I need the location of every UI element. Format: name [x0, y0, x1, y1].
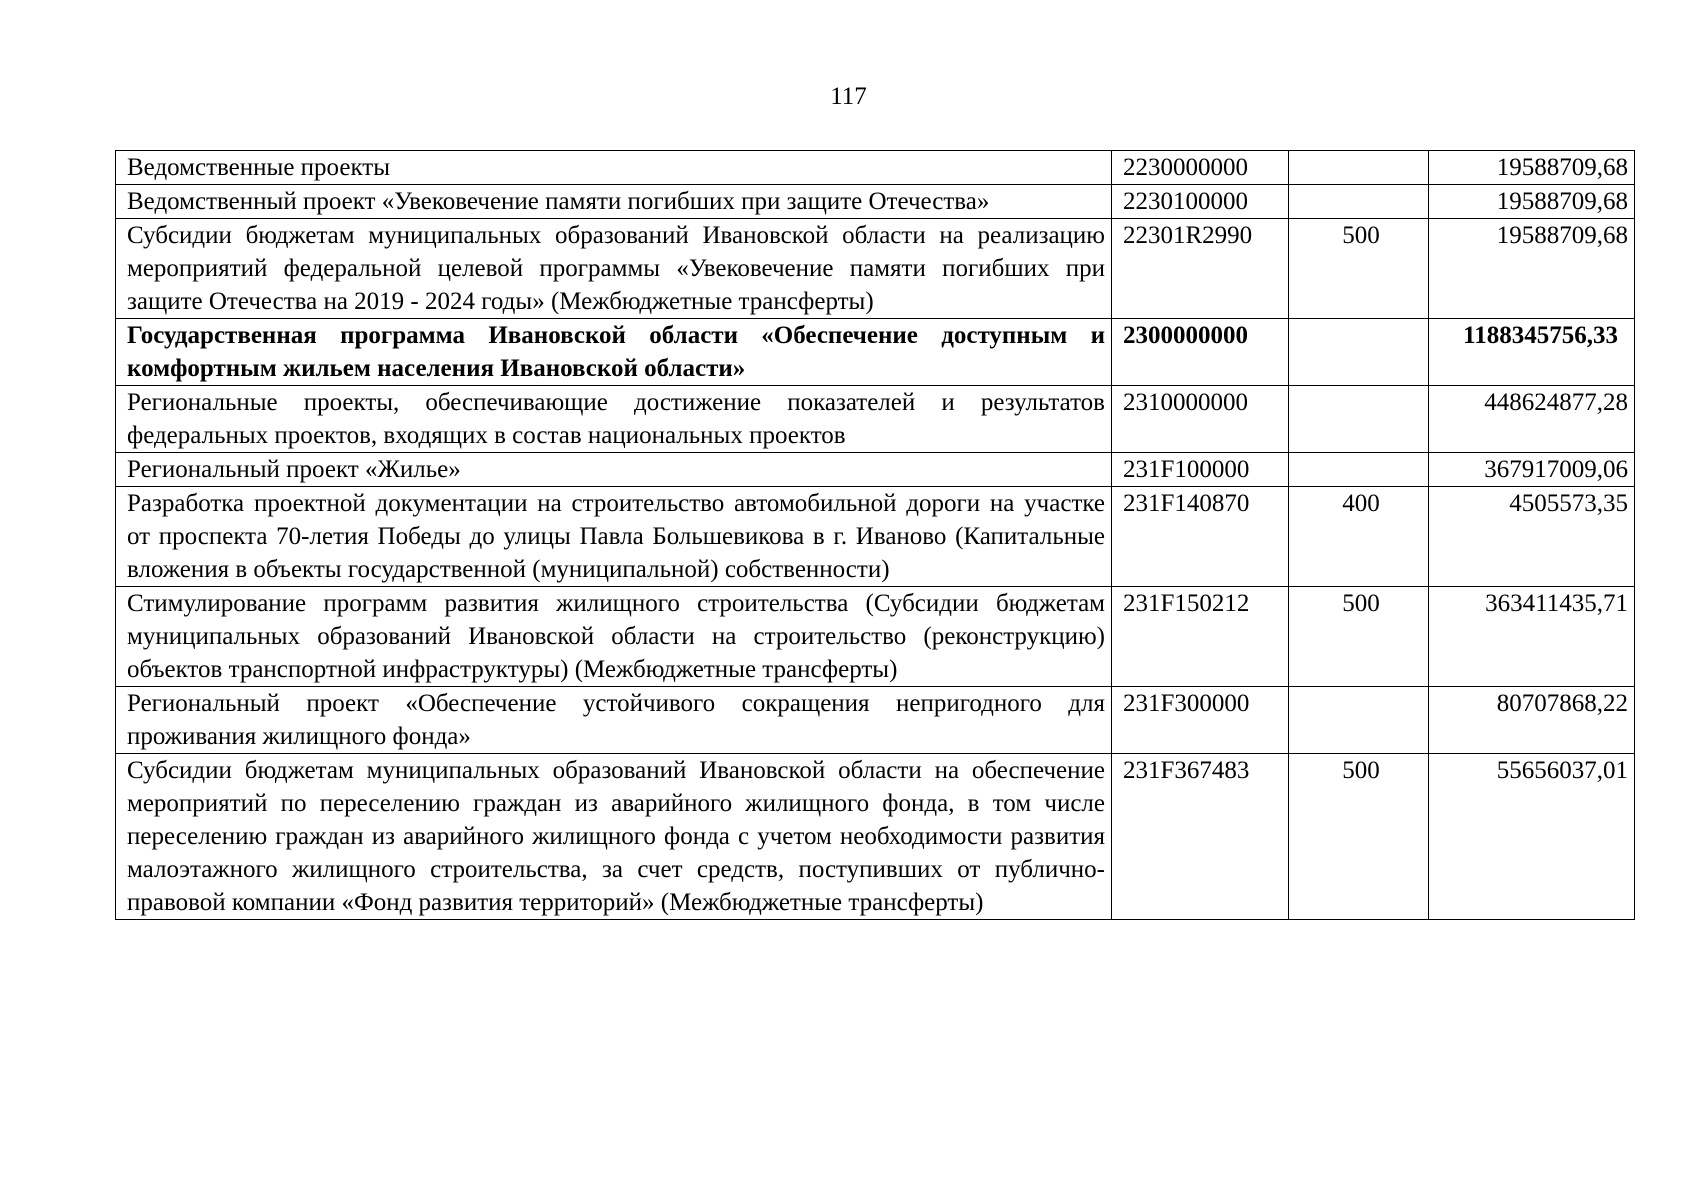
row-code: 2300000000 [1112, 319, 1289, 386]
row-code: 231F150212 [1112, 587, 1289, 687]
row-expense-type [1289, 453, 1429, 487]
table-row [116, 151, 1635, 185]
row-code: 231F367483 [1112, 754, 1289, 920]
row-code: 22301R2990 [1112, 219, 1289, 319]
row-expense-type [1289, 185, 1429, 219]
row-code: 231F140870 [1112, 487, 1289, 587]
table-row [116, 487, 1635, 587]
row-expense-type: 500 [1289, 587, 1429, 687]
page-number: 117 [830, 83, 867, 110]
table-row [116, 587, 1635, 687]
table-row-program [116, 319, 1635, 386]
row-name: Государственная программа Ивановской области «Обеспечение доступным и комфортным жильем населения Ивановской области» [116, 319, 1112, 386]
row-amount: 363411435,71 [1429, 587, 1635, 687]
table-row [116, 386, 1635, 453]
row-expense-type [1289, 687, 1429, 754]
table-row [116, 754, 1635, 920]
table-row [116, 185, 1635, 219]
row-expense-type [1289, 386, 1429, 453]
row-name: Региональный проект «Жилье» [116, 453, 1112, 487]
row-name: Разработка проектной документации на строительство автомобильной дороги на участке от проспекта 70-летия Победы до улицы Павла Большевикова в г. Иваново (Капитальные вложения в объекты государственной (муниципальной) собственности) [116, 487, 1112, 587]
row-code: 2230000000 [1112, 151, 1289, 185]
row-name: Ведомственные проекты [116, 151, 1112, 185]
row-name: Ведомственный проект «Увековечение памяти погибших при защите Отечества» [116, 185, 1112, 219]
row-name: Региональный проект «Обеспечение устойчивого сокращения непригодного для проживания жилищного фонда» [116, 687, 1112, 754]
row-amount: 367917009,06 [1429, 453, 1635, 487]
row-name: Стимулирование программ развития жилищного строительства (Субсидии бюджетам муниципальных образований Ивановской области на строительство (реконструкцию) объектов транспортной инфраструктуры) (Межбюджетные трансферты) [116, 587, 1112, 687]
row-amount: 55656037,01 [1429, 754, 1635, 920]
row-amount: 80707868,22 [1429, 687, 1635, 754]
row-amount: 19588709,68 [1429, 219, 1635, 319]
budget-table [115, 150, 1635, 920]
row-amount: 19588709,68 [1429, 151, 1635, 185]
row-expense-type: 400 [1289, 487, 1429, 587]
row-amount: 4505573,35 [1429, 487, 1635, 587]
row-expense-type: 500 [1289, 219, 1429, 319]
table-row [116, 687, 1635, 754]
row-code: 231F100000 [1112, 453, 1289, 487]
table-row [116, 219, 1635, 319]
table-row [116, 453, 1635, 487]
row-code: 2230100000 [1112, 185, 1289, 219]
row-name: Субсидии бюджетам муниципальных образований Ивановской области на обеспечение мероприятий по переселению граждан из аварийного жилищного фонда, в том числе переселению граждан из аварийного жилищного фонда с учетом необходимости развития малоэтажного жилищного строительства, за счет средств, поступивших от публично-правовой компании «Фонд развития территорий» (Межбюджетные трансферты) [116, 754, 1112, 920]
row-expense-type: 500 [1289, 754, 1429, 920]
row-expense-type [1289, 319, 1429, 386]
row-amount: 1188345756,33 [1429, 319, 1635, 386]
row-code: 2310000000 [1112, 386, 1289, 453]
row-expense-type [1289, 151, 1429, 185]
row-amount: 19588709,68 [1429, 185, 1635, 219]
row-amount: 448624877,28 [1429, 386, 1635, 453]
row-code: 231F300000 [1112, 687, 1289, 754]
row-name: Субсидии бюджетам муниципальных образований Ивановской области на реализацию мероприятий федеральной целевой программы «Увековечение памяти погибших при защите Отечества на 2019 - 2024 годы» (Межбюджетные трансферты) [116, 219, 1112, 319]
row-name: Региональные проекты, обеспечивающие достижение показателей и результатов федеральных проектов, входящих в состав национальных проектов [116, 386, 1112, 453]
